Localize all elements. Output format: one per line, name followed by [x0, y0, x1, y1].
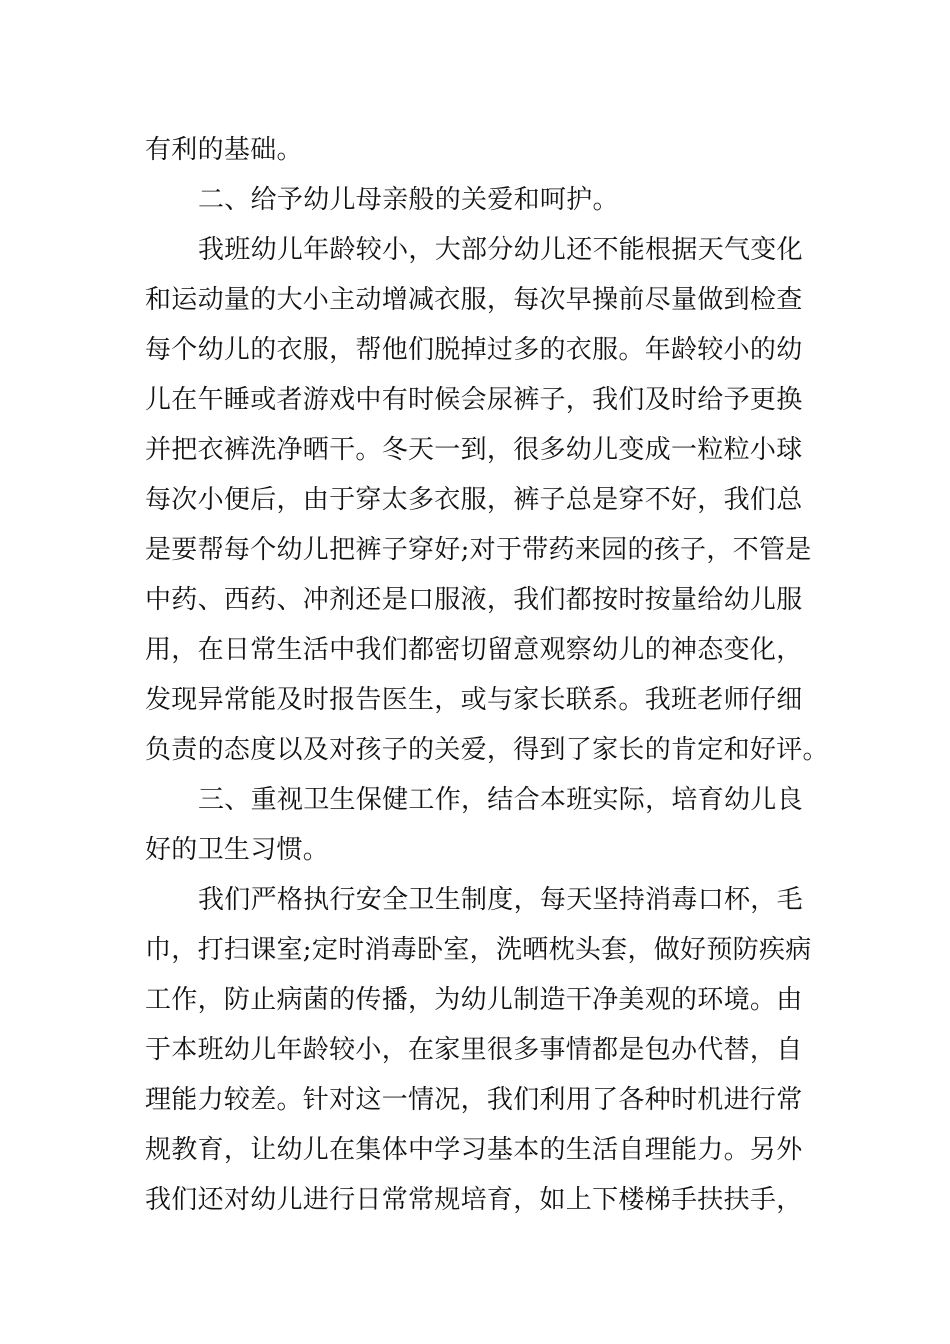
text-line: 我班幼儿年龄较小，大部分幼儿还不能根据天气变化 — [198, 235, 803, 265]
text-line: 我们还对幼儿进行日常常规培育，如上下楼梯手扶扶手， — [145, 1185, 803, 1215]
text-line: 每次小便后，由于穿太多衣服，裤子总是穿不好，我们总 — [145, 485, 803, 515]
text-line: 和运动量的大小主动增减衣服，每次早操前尽量做到检查 — [145, 285, 803, 315]
text-line: 发现异常能及时报告医生，或与家长联系。我班老师仔细 — [145, 685, 803, 715]
text-line: 工作，防止病菌的传播，为幼儿制造干净美观的环境。由 — [145, 985, 803, 1015]
text-line: 并把衣裤洗净晒干。冬天一到，很多幼儿变成一粒粒小球 — [145, 435, 803, 465]
text-line: 规教育，让幼儿在集体中学习基本的生活自理能力。另外 — [145, 1135, 803, 1165]
text-line: 巾，打扫课室;定时消毒卧室，洗晒枕头套，做好预防疾病 — [145, 935, 812, 965]
text-line: 儿在午睡或者游戏中有时候会尿裤子，我们及时给予更换 — [145, 385, 803, 415]
text-line: 于本班幼儿年龄较小，在家里很多事情都是包办代替，自 — [145, 1035, 803, 1065]
section-heading-continued: 好的卫生习惯。 — [145, 835, 330, 865]
text-line: 是要帮每个幼儿把裤子穿好;对于带药来园的孩子，不管是 — [145, 535, 812, 565]
section-heading: 三、重视卫生保健工作，结合本班实际，培育幼儿良 — [198, 785, 803, 815]
text-line: 我们严格执行安全卫生制度，每天坚持消毒口杯，毛 — [198, 885, 803, 915]
text-line: 用，在日常生活中我们都密切留意观察幼儿的神态变化， — [145, 635, 803, 665]
text-line: 负责的态度以及对孩子的关爱，得到了家长的肯定和好评。 — [145, 735, 829, 765]
text-line: 中药、西药、冲剂还是口服液，我们都按时按量给幼儿服 — [145, 585, 803, 615]
text-line: 理能力较差。针对这一情况，我们利用了各种时机进行常 — [145, 1085, 803, 1115]
text-line: 有利的基础。 — [145, 135, 303, 165]
text-line: 每个幼儿的衣服，帮他们脱掉过多的衣服。年龄较小的幼 — [145, 335, 803, 365]
section-heading: 二、给予幼儿母亲般的关爱和呵护。 — [198, 185, 619, 215]
